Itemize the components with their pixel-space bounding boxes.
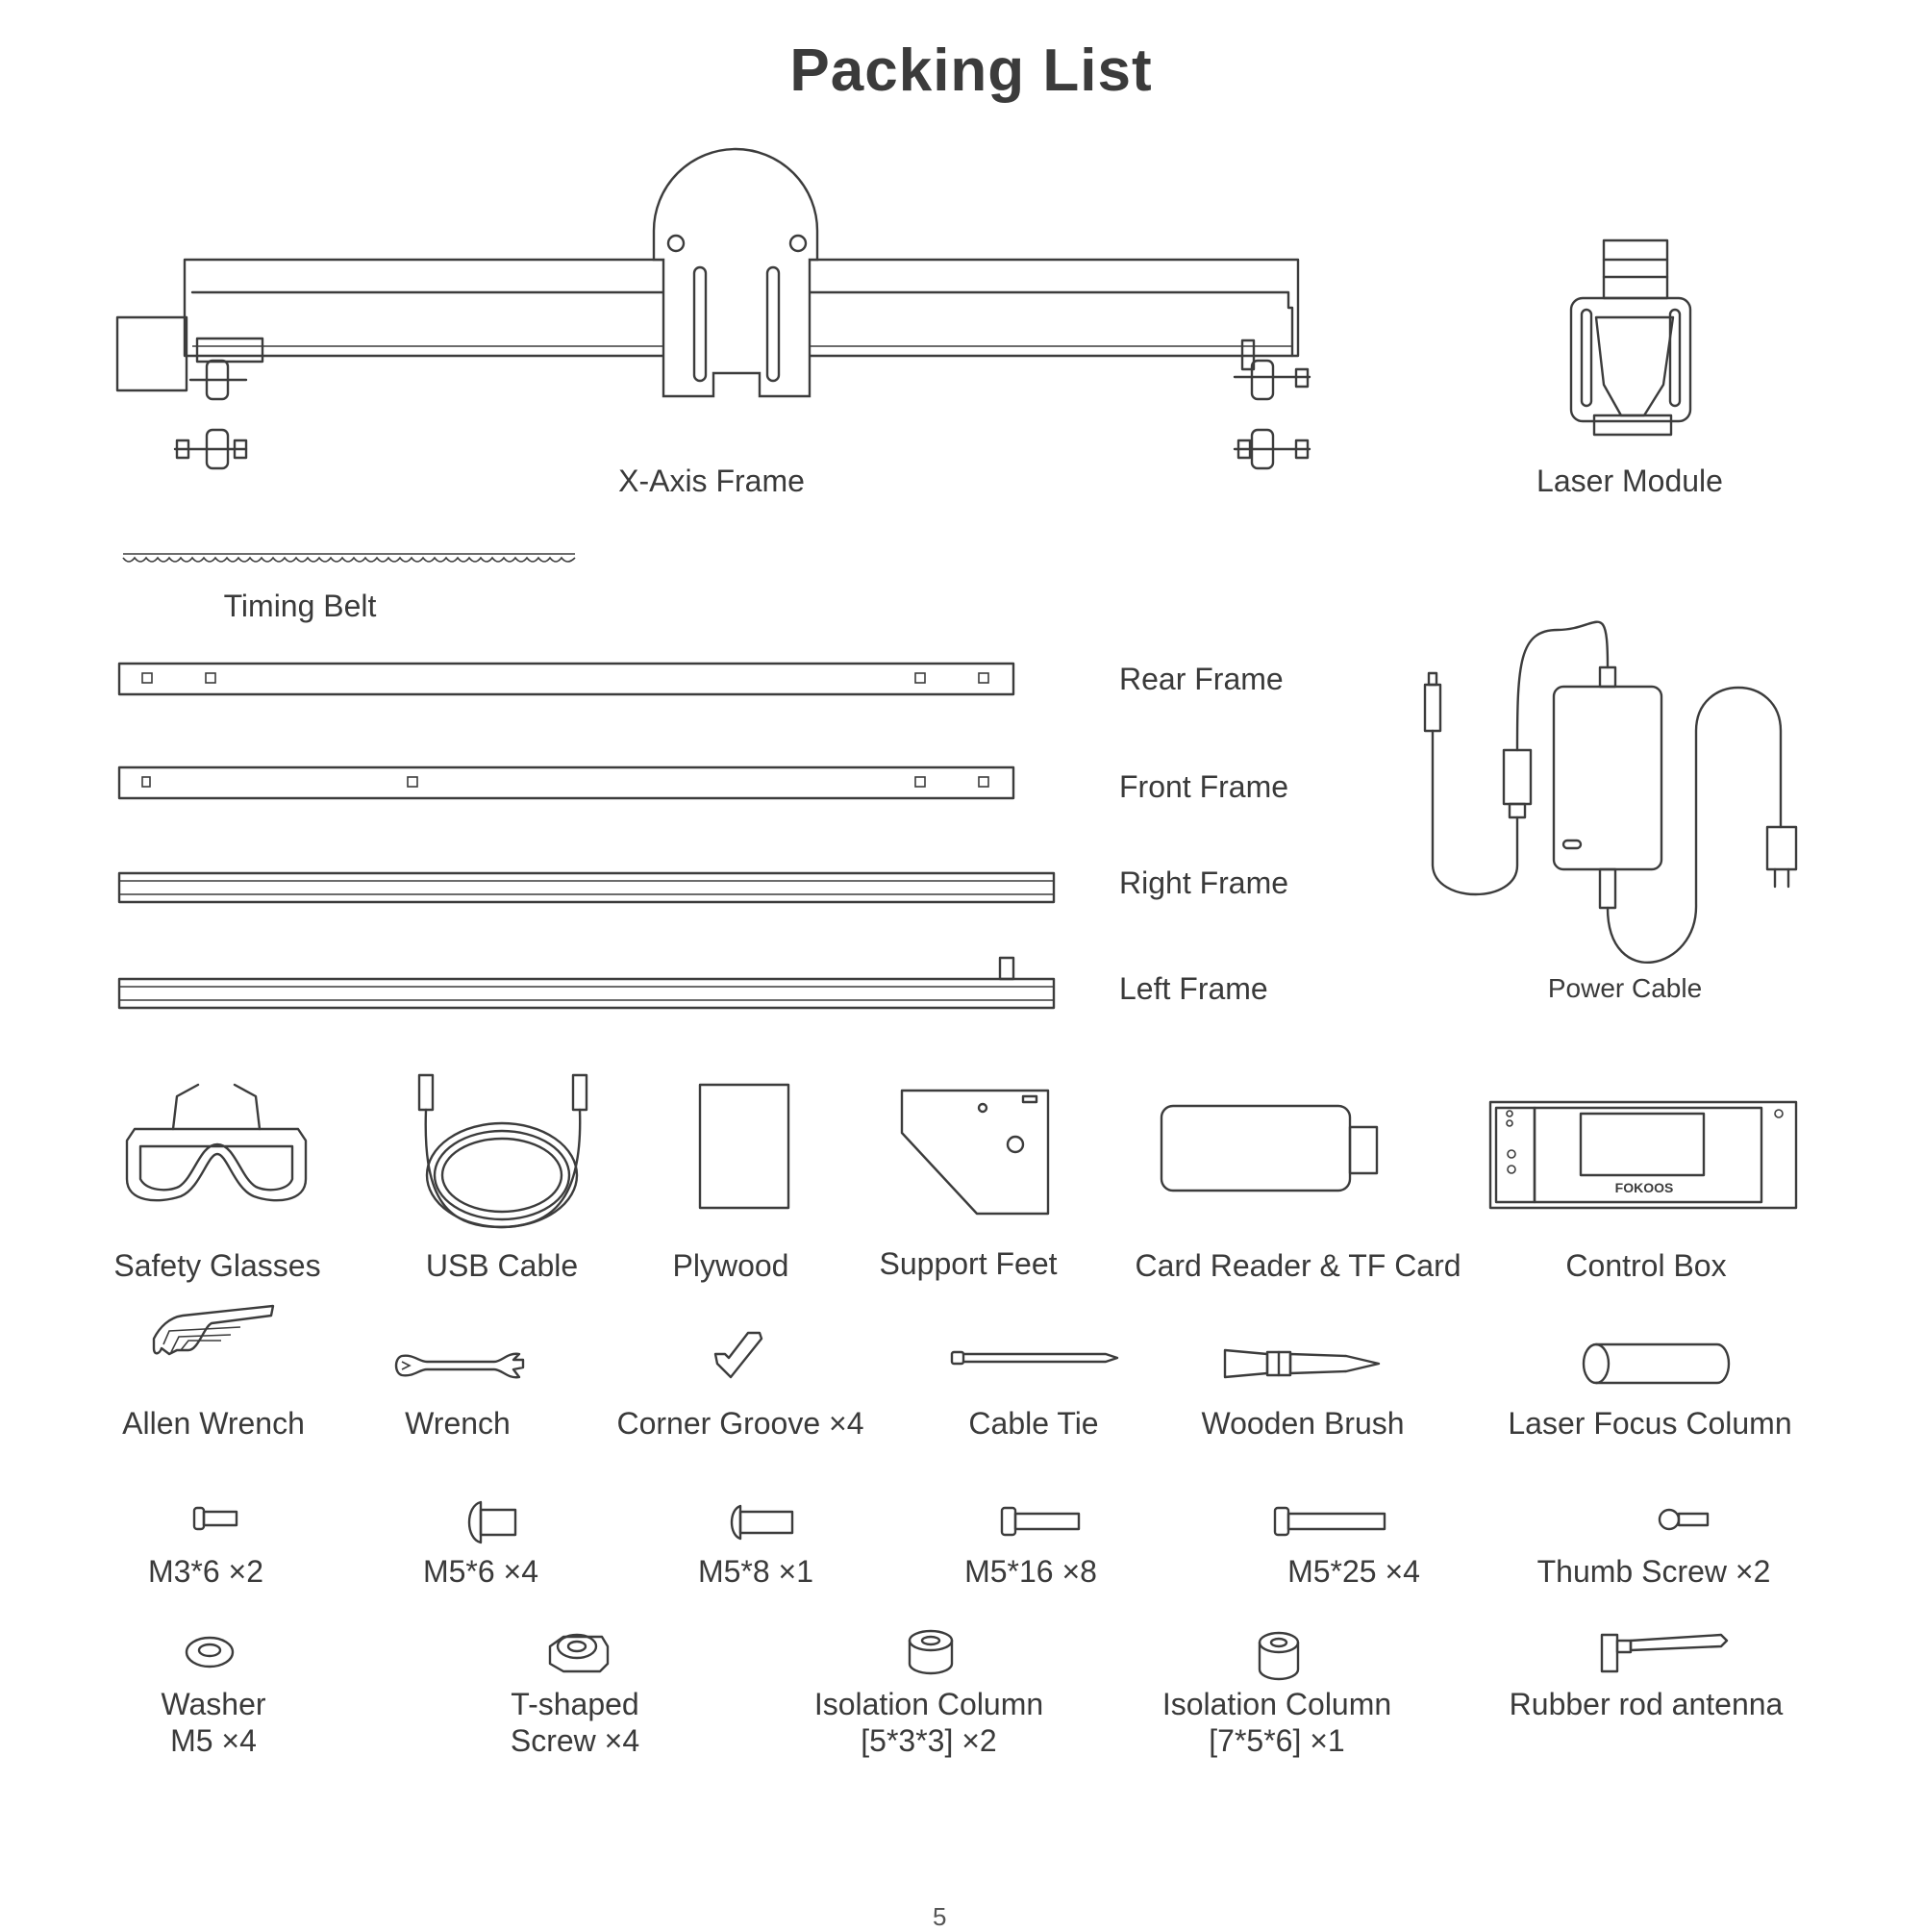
card-reader-label: Card Reader & TF Card	[1135, 1248, 1461, 1283]
usb-cable-label: USB Cable	[425, 1248, 579, 1283]
card-reader-illustration	[1161, 1106, 1377, 1191]
isolation-column-b-illustration	[1260, 1633, 1298, 1679]
wooden-brush-label: Wooden Brush	[1201, 1406, 1405, 1441]
plywood-illustration	[700, 1085, 788, 1208]
m5-16-label: M5*16 ×8	[964, 1554, 1097, 1589]
timing-belt-label: Timing Belt	[223, 589, 377, 623]
laser-module-label: Laser Module	[1536, 464, 1723, 498]
screw-m5-25-illustration	[1275, 1508, 1385, 1535]
rubber-rod-antenna-label: Rubber rod antenna	[1509, 1687, 1784, 1721]
wrench-label: Wrench	[405, 1406, 511, 1441]
x-axis-frame-label: X-Axis Frame	[618, 464, 805, 498]
corner-groove-illustration	[715, 1333, 762, 1377]
screw-m3-6-illustration	[194, 1508, 237, 1529]
rear-frame-illustration	[119, 664, 1013, 694]
support-feet-illustration	[902, 1091, 1048, 1214]
screw-m5-8-illustration	[732, 1506, 792, 1539]
usb-cable-illustration	[419, 1075, 587, 1227]
wrench-illustration	[396, 1354, 523, 1378]
safety-glasses-illustration	[127, 1085, 306, 1200]
m3-6-label: M3*6 ×2	[147, 1554, 264, 1589]
thumb-screw-illustration	[1660, 1510, 1708, 1529]
isolation-column-a-label-line2: [5*3*3] ×2	[861, 1723, 997, 1758]
washer-label-line1: Washer	[161, 1687, 266, 1721]
screw-m5-16-illustration	[1002, 1508, 1079, 1535]
right-frame-label: Right Frame	[1119, 866, 1289, 900]
laser-focus-column-label: Laser Focus Column	[1508, 1406, 1792, 1441]
t-shaped-screw-label-line2: Screw ×4	[510, 1723, 640, 1758]
washer-label-line2: M5 ×4	[170, 1723, 257, 1758]
t-shaped-screw-illustration	[550, 1635, 608, 1671]
isolation-column-a-label-line1: Isolation Column	[813, 1687, 1044, 1721]
power-cable-label: Power Cable	[1547, 973, 1703, 1003]
t-shaped-screw-label-line1: T-shaped	[511, 1687, 639, 1721]
rubber-rod-antenna-illustration	[1602, 1635, 1727, 1671]
cable-tie-label: Cable Tie	[968, 1406, 1099, 1441]
m5-8-label: M5*8 ×1	[697, 1554, 814, 1589]
page-title: Packing List	[789, 38, 1153, 104]
left-frame-illustration	[119, 958, 1054, 1008]
washer-illustration	[187, 1638, 233, 1667]
isolation-column-b-label-line1: Isolation Column	[1161, 1687, 1392, 1721]
m5-25-label: M5*25 ×4	[1287, 1554, 1420, 1589]
corner-groove-label: Corner Groove ×4	[616, 1406, 864, 1441]
plywood-label: Plywood	[672, 1248, 789, 1283]
x-axis-frame-illustration	[117, 149, 1310, 468]
safety-glasses-label: Safety Glasses	[113, 1248, 321, 1283]
support-feet-label: Support Feet	[879, 1246, 1058, 1281]
screw-m5-6-illustration	[469, 1502, 515, 1543]
wooden-brush-illustration	[1225, 1350, 1379, 1377]
cable-tie-illustration	[952, 1352, 1117, 1364]
control-box-brand: FOKOOS	[1614, 1180, 1674, 1195]
rear-frame-label: Rear Frame	[1119, 662, 1284, 696]
allen-wrench-label: Allen Wrench	[122, 1406, 305, 1441]
m5-6-label: M5*6 ×4	[422, 1554, 539, 1589]
power-cable-illustration	[1425, 622, 1796, 963]
front-frame-illustration	[119, 767, 1013, 798]
page-number: 5	[933, 1902, 947, 1931]
front-frame-label: Front Frame	[1119, 769, 1289, 804]
left-frame-label: Left Frame	[1119, 971, 1268, 1006]
isolation-column-a-illustration	[910, 1631, 952, 1673]
thumb-screw-label: Thumb Screw ×2	[1536, 1554, 1771, 1589]
laser-module-illustration	[1571, 240, 1690, 435]
isolation-column-b-label-line2: [7*5*6] ×1	[1209, 1723, 1345, 1758]
laser-focus-column-illustration	[1584, 1344, 1729, 1383]
allen-wrench-illustration	[154, 1306, 273, 1354]
right-frame-illustration	[119, 873, 1054, 902]
timing-belt-illustration	[123, 554, 575, 562]
control-box-label: Control Box	[1565, 1248, 1727, 1283]
